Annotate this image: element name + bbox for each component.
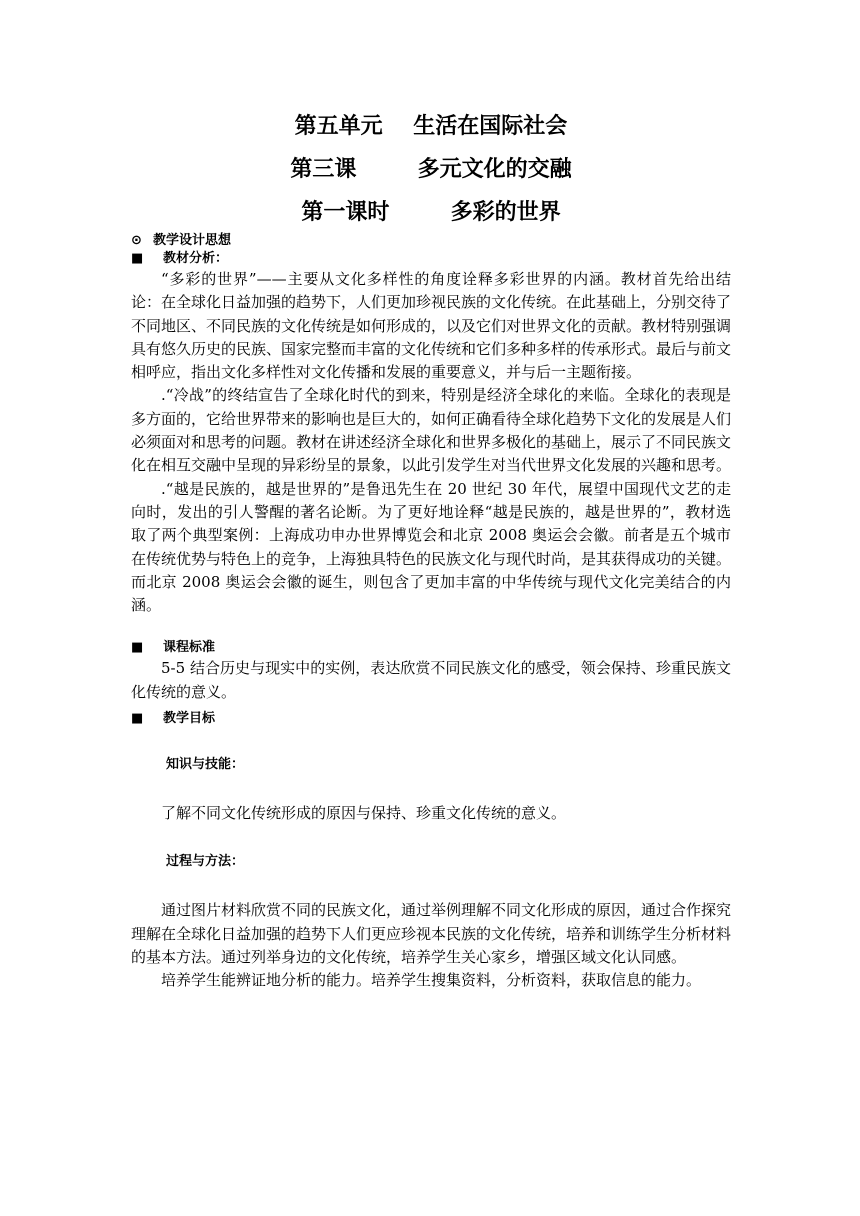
lesson-title: 第三课 多元文化的交融 (290, 157, 572, 182)
curriculum-standard-heading (131, 639, 731, 657)
process-paragraph-2: 培养学生能辨证地分析的能力。培养学生搜集资料，分析资料，获取信息的能力。 (161, 971, 702, 990)
teaching-goals-label: 教学目标 (163, 711, 216, 727)
knowledge-skills-paragraph: 了解不同文化传统形成的原因与保持、珍重文化传统的意义。 (161, 804, 567, 823)
material-paragraph-3: .“越是民族的，越是世界的”是鲁迅先生在 20 世纪 30 年代，展望中国现代文艺的走向时，发出的引人警醒的著名论断。为了更好地诠释“越是民族的，越是世界的”，教材选取了两个典型案例：上海成功申办世界博览会和北京 2008 奥运会会徽。前者是五个城市在传统优势与特色上的竞争，上海独具特色的民族文化与现代时尚，是其获得成功的关键。而北京 2008 奥运会会徽的诞生，则包含了更加丰富的中华传统与现代文化完美结合的内涵。 (131, 479, 732, 615)
curriculum-standard-paragraph: 5-5 结合历史与现实中的实例，表达欣赏不同民族文化的感受，领会保持、珍重民族文化传统的意义。 (131, 659, 731, 701)
process-methods-heading: 过程与方法： (166, 854, 245, 870)
period-title: 第一课时 多彩的世界 (301, 200, 561, 225)
document-page (131, 112, 731, 993)
teaching-goals-heading (131, 710, 731, 728)
material-analysis-label: 教材分析： (163, 251, 229, 266)
black-square-icon: ■ (131, 711, 144, 727)
material-paragraph-1: “多彩的世界”——主要从文化多样性的角度诠释多彩世界的内涵。教材首先给出结论：在全球化日益加强的趋势下，人们更加珍视民族的文化传统。在此基础上，分别交待了不同地区、不同民族的文化传统是如何形成的，以及它们对世界文化的贡献。教材特别强调具有悠久历史的民族、国家完整而丰富的文化传统和它们多种多样的传承形式。最后与前文相呼应，指出文化多样性对文化传播和发展的重要意义，并与后一主题衔接。 (131, 270, 732, 382)
curriculum-standard-label: 课程标准 (163, 640, 216, 656)
material-paragraph-2: .“冷战”的终结宣告了全球化时代的到来，特别是经济全球化的来临。全球化的表现是多方面的，它给世界带来的影响也是巨大的，如何正确看待全球化趋势下文化的发展是人们必须面对和思考的问题。教材在讲述经济全球化和世界多极化的基础上，展示了不同民族文化在相互交融中呈现的异彩纷呈的景象，以此引发学生对当代世界文化发展的兴趣和思考。 (131, 386, 732, 475)
design-idea-heading (131, 232, 731, 250)
black-square-icon: ■ (131, 251, 144, 266)
circled-dot-icon: ⊙ (131, 233, 142, 248)
design-idea-label: 教学设计思想 (153, 233, 232, 248)
unit-title: 第五单元 生活在国际社会 (294, 114, 568, 139)
material-analysis-heading (131, 250, 731, 268)
process-paragraph-1: 通过图片材料欣赏不同的民族文化，通过举例理解不同文化形成的原因，通过合作探究理解在全球化日益加强的趋势下人们更应珍视本民族的文化传统，培养和训练学生分析材料的基本方法。通过列举身边的文化传统，培养学生关心家乡，增强区域文化认同感。 (131, 901, 732, 966)
black-square-icon: ■ (131, 640, 144, 656)
knowledge-skills-heading: 知识与技能： (166, 757, 245, 773)
